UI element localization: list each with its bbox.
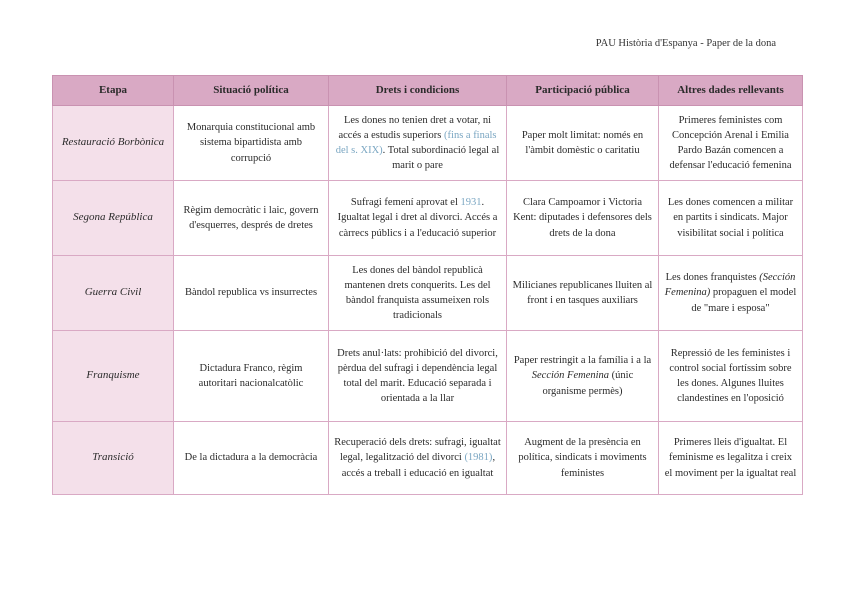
rights-text: , accés a treball i educació en igualtat xyxy=(341,452,496,479)
column-header-drets: Drets i condicions xyxy=(329,76,507,106)
history-table xyxy=(52,75,803,495)
other-text: Les dones franquistes xyxy=(665,272,760,284)
stage-cell: Guerra Civil xyxy=(53,256,174,331)
participation-text: Paper restringit a la família i a la xyxy=(513,355,652,367)
rights-text: Sufragi femení aprovat el xyxy=(350,197,461,209)
other-cell: Repressió de les feministes i control social fortíssim sobre les dones. Algunes lluites clandestines en l'oposició xyxy=(659,331,803,422)
other-cell: Primeres feministes com Concepción Arenal i Emilia Pardo Bazán comencen a defensar l'educació femenina xyxy=(659,106,803,181)
other-cell: Primeres lleis d'igualtat. El feminisme es legalitza i creix el moviment per la igualtat real xyxy=(659,422,803,495)
other-cell xyxy=(659,256,803,331)
stage-cell: Restauració Borbònica xyxy=(53,106,174,181)
rights-cell: Drets anul·lats: prohibició del divorci, pèrdua del sufragi i dependència legal total del marit. Educació separada i orientada a la llar xyxy=(329,331,507,422)
stage-cell: Franquisme xyxy=(53,331,174,422)
column-header-participacio: Participació pública xyxy=(507,76,659,106)
stage-cell: Segona República xyxy=(53,181,174,256)
table-row xyxy=(53,422,803,495)
table-row xyxy=(53,256,803,331)
table-row xyxy=(53,181,803,256)
highlighted-date: (fins a finals del s. XIX) xyxy=(335,129,497,156)
politics-cell: Bàndol republica vs insurrectes xyxy=(174,256,329,331)
column-header-altres: Altres dades rellevants xyxy=(659,76,803,106)
participation-text: (únic organisme permès) xyxy=(542,370,634,397)
other-text: propaguen el model de "mare i esposa" xyxy=(691,287,797,314)
participation-cell: Paper molt limitat: només en l'àmbit domèstic o caritatiu xyxy=(507,106,659,181)
other-cell: Les dones comencen a militar en partits i sindicats. Major visibilitat social i política xyxy=(659,181,803,256)
rights-cell xyxy=(329,106,507,181)
participation-cell xyxy=(507,331,659,422)
rights-text: Les dones no tenien dret a votar, ni accés a estudis superiors xyxy=(338,114,492,141)
participation-cell: Augment de la presència en política, sindicats i moviments feministes xyxy=(507,422,659,495)
politics-cell: Règim democràtic i laic, govern d'esquerres, després de dretes xyxy=(174,181,329,256)
politics-cell: De la dictadura a la democràcia xyxy=(174,422,329,495)
italic-term: (Sección Femenina) xyxy=(664,272,796,299)
rights-cell xyxy=(329,422,507,495)
rights-text: . Igualtat legal i dret al divorci. Accés a càrrecs públics i a l'educació superior xyxy=(337,197,498,239)
rights-cell: Les dones del bàndol republicà mantenen drets conquerits. Les del bàndol franquista assumeixen rols tradicionals xyxy=(329,256,507,331)
table-row xyxy=(53,331,803,422)
politics-cell: Dictadura Franco, règim autoritari nacionalcatòlic xyxy=(174,331,329,422)
rights-text: . Total subordinació legal al marit o pare xyxy=(382,145,500,172)
italic-term: Sección Femenina xyxy=(531,370,610,382)
page-header-note: PAU Història d'Espanya - Paper de la dona xyxy=(595,38,776,49)
table-header-row xyxy=(53,76,803,106)
rights-cell xyxy=(329,181,507,256)
column-header-etapa: Etapa xyxy=(53,76,174,106)
table-row xyxy=(53,106,803,181)
politics-cell: Monarquia constitucional amb sistema bipartidista amb corrupció xyxy=(174,106,329,181)
column-header-situacio: Situació política xyxy=(174,76,329,106)
highlighted-date: 1931 xyxy=(460,197,482,209)
rights-text: Recuperació dels drets: sufragi, igualtat legal, legalització del divorci xyxy=(334,437,501,464)
highlighted-date: (1981) xyxy=(464,452,493,464)
stage-cell: Transició xyxy=(53,422,174,495)
participation-cell: Milicianes republicanes lluiten al front i en tasques auxiliars xyxy=(507,256,659,331)
participation-cell: Clara Campoamor i Victoria Kent: diputades i defensores dels drets de la dona xyxy=(507,181,659,256)
